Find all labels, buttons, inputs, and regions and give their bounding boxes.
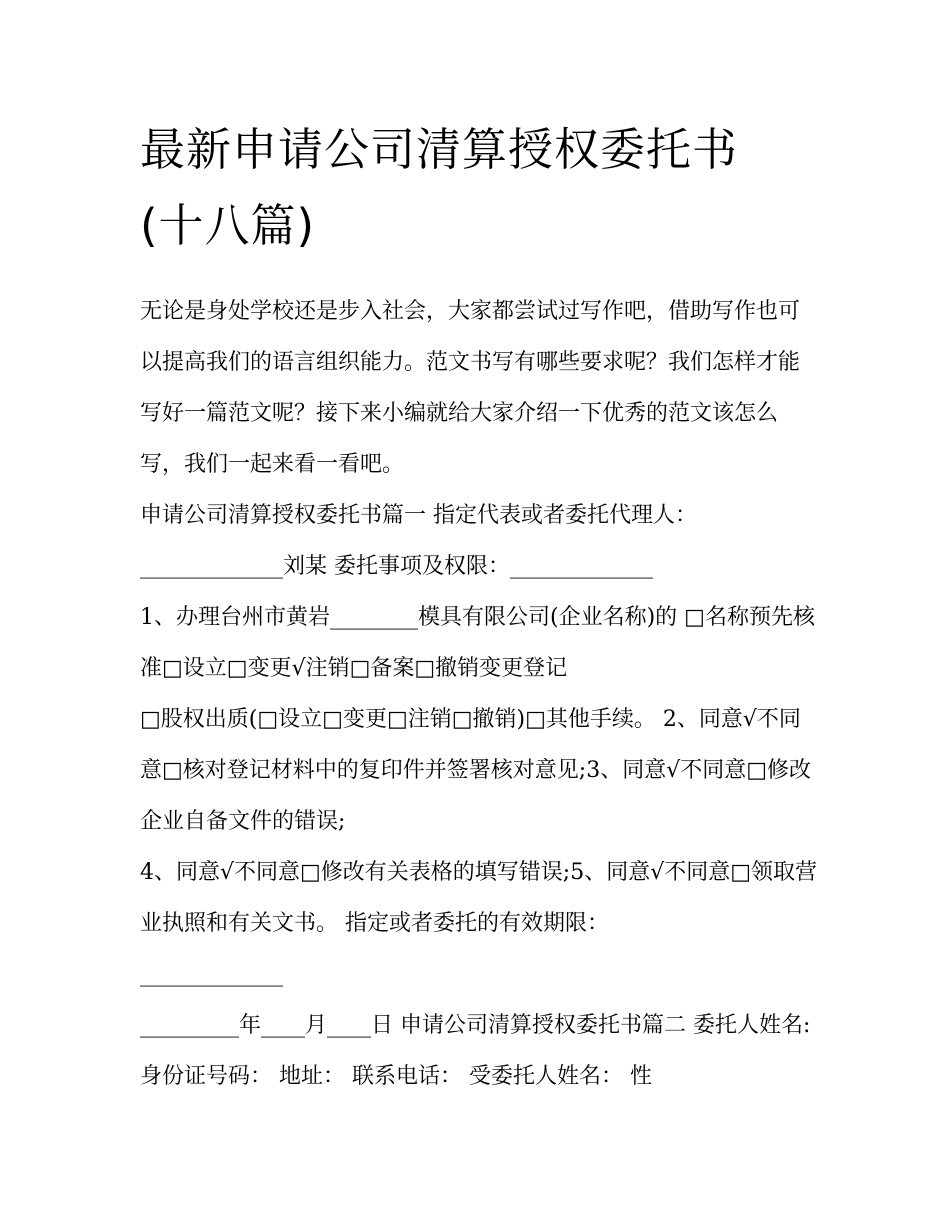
document-title: [140, 112, 820, 264]
document-body: [140, 286, 820, 1102]
title-line-2: (十八篇): [140, 199, 316, 252]
agent-line: _____________刘某 委托事项及权限：_____________: [140, 554, 653, 579]
intro-paragraph: 无论是身处学校还是步入社会，大家都尝试过写作吧，借助写作也可以提高我们的语言组织能力。范文书写有哪些要求呢？我们怎样才能写好一篇范文呢？接下来小编就给大家介绍一下优秀的范文该怎么写，我们一起来看一看吧。: [140, 299, 801, 477]
date-line: _________年____月____日 申请公司清算授权委托书篇二 委托人姓名: 身份证号码： 地址： 联系电话： 受委托人姓名： 性: [140, 1013, 811, 1089]
item-4-paragraph: 4、同意√不同意□修改有关表格的填写错误;5、同意√不同意□领取营业执照和有关文书。 指定或者委托的有效期限：: [140, 860, 818, 936]
section1-header: 申请公司清算授权委托书篇一 指定代表或者委托代理人：: [140, 503, 697, 528]
item-1-paragraph: 1、办理台州市黄岩________模具有限公司(企业名称)的 □名称预先核准□设立□变更√注销□备案□撤销变更登记: [140, 605, 815, 681]
document-page: [140, 112, 820, 1102]
item-1b-paragraph: □股权出质(□设立□变更□注销□撤销)□其他手续。 2、同意√不同意□核对登记材料中的复印件并签署核对意见;3、同意√不同意□修改企业自备文件的错误;: [140, 707, 812, 834]
title-line-1: 最新申请公司清算授权委托书: [140, 123, 739, 176]
blank-line: _____________: [140, 962, 283, 987]
